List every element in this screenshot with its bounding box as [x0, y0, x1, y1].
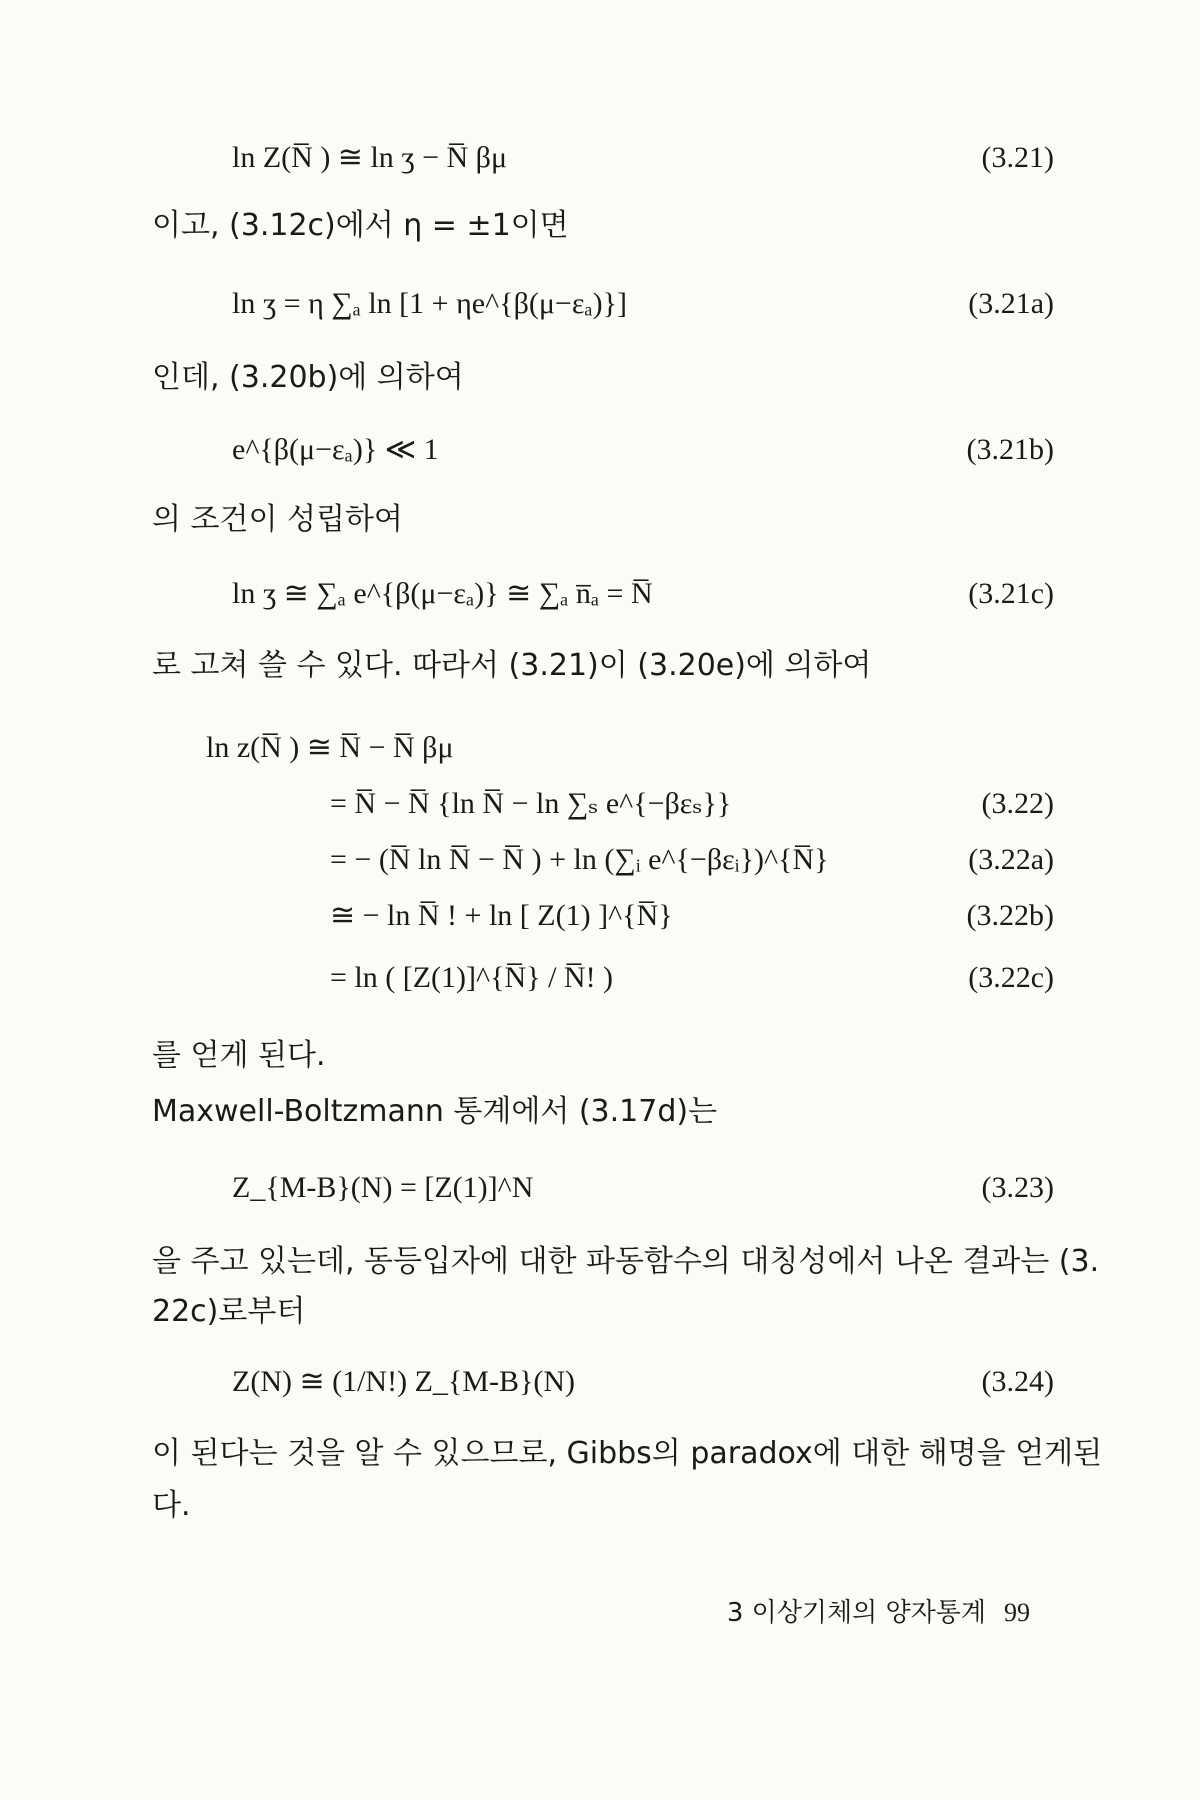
equation-number-3-22: (3.22): [981, 787, 1054, 820]
equation-3-22a: = − (N̅ ln N̅ − N̅ ) + ln (∑ᵢ e^{−βεᵢ})^{N̅}: [330, 843, 829, 876]
chapter-title: 3 이상기체의 양자통계: [726, 1598, 986, 1628]
equation-number-3-21a: (3.21a): [968, 287, 1054, 320]
page-number: 99: [1004, 1598, 1030, 1627]
equation-3-21c: ln ʒ ≅ ∑ₐ e^{β(μ−εₐ)} ≅ ∑ₐ n̅ₐ = N̅: [232, 577, 653, 610]
paragraph-text: 의 조건이 성립하여: [152, 502, 403, 537]
paragraph-text: 이고, (3.12c)에서 η = ±1이면: [152, 208, 569, 243]
equation-3-21b: e^{β(μ−εₐ)} ≪ 1: [232, 433, 439, 466]
equation-3-22c: = ln ( [Z(1)]^{N̅} / N̅! ): [330, 961, 614, 994]
equation-number-3-21b: (3.21b): [966, 433, 1054, 466]
equation-number-3-24: (3.24): [981, 1365, 1054, 1398]
paragraph-text: 22c)로부터: [152, 1294, 306, 1329]
paragraph-text: 다.: [152, 1488, 191, 1523]
equation-3-21a: ln ʒ = η ∑ₐ ln [1 + ηe^{β(μ−εₐ)}]: [232, 287, 628, 320]
equation-number-3-22c: (3.22c): [968, 961, 1054, 994]
paragraph-text: 로 고쳐 쓸 수 있다. 따라서 (3.21)이 (3.20e)에 의하여: [152, 648, 872, 683]
equation-number-3-22b: (3.22b): [966, 899, 1054, 932]
page-footer: [727, 1592, 1030, 1629]
paragraph-text: 인데, (3.20b)에 의하여: [152, 360, 464, 395]
equation-3-23: Z_{M-B}(N) = [Z(1)]^N: [232, 1171, 534, 1204]
equation-number-3-21c: (3.21c): [968, 577, 1054, 610]
equation-number-3-22a: (3.22a): [968, 843, 1054, 876]
equation-3-21: ln Z(N̅ ) ≅ ln ʒ − N̅ βμ: [232, 141, 508, 174]
equation-number-3-21: (3.21): [981, 141, 1054, 174]
equation-number-3-23: (3.23): [981, 1171, 1054, 1204]
equation-3-22-line-0: ln z(N̅ ) ≅ N̅ − N̅ βμ: [206, 731, 454, 764]
equation-3-24: Z(N) ≅ (1/N!) Z_{M-B}(N): [232, 1365, 576, 1398]
paragraph-text: 을 주고 있는데, 동등입자에 대한 파동함수의 대칭성에서 나온 결과는 (3.: [152, 1244, 1100, 1279]
paragraph-text: 이 된다는 것을 알 수 있으므로, Gibbs의 paradox에 대한 해명을 얻게된: [152, 1436, 1103, 1471]
paragraph-text: Maxwell-Boltzmann 통계에서 (3.17d)는: [152, 1094, 718, 1129]
equation-3-22b: ≅ − ln N̅ ! + ln [ Z(1) ]^{N̅}: [330, 899, 673, 932]
equation-3-22: = N̅ − N̅ {ln N̅ − ln ∑ₛ e^{−βεₛ}}: [330, 787, 732, 820]
paragraph-text: 를 얻게 된다.: [152, 1038, 326, 1073]
